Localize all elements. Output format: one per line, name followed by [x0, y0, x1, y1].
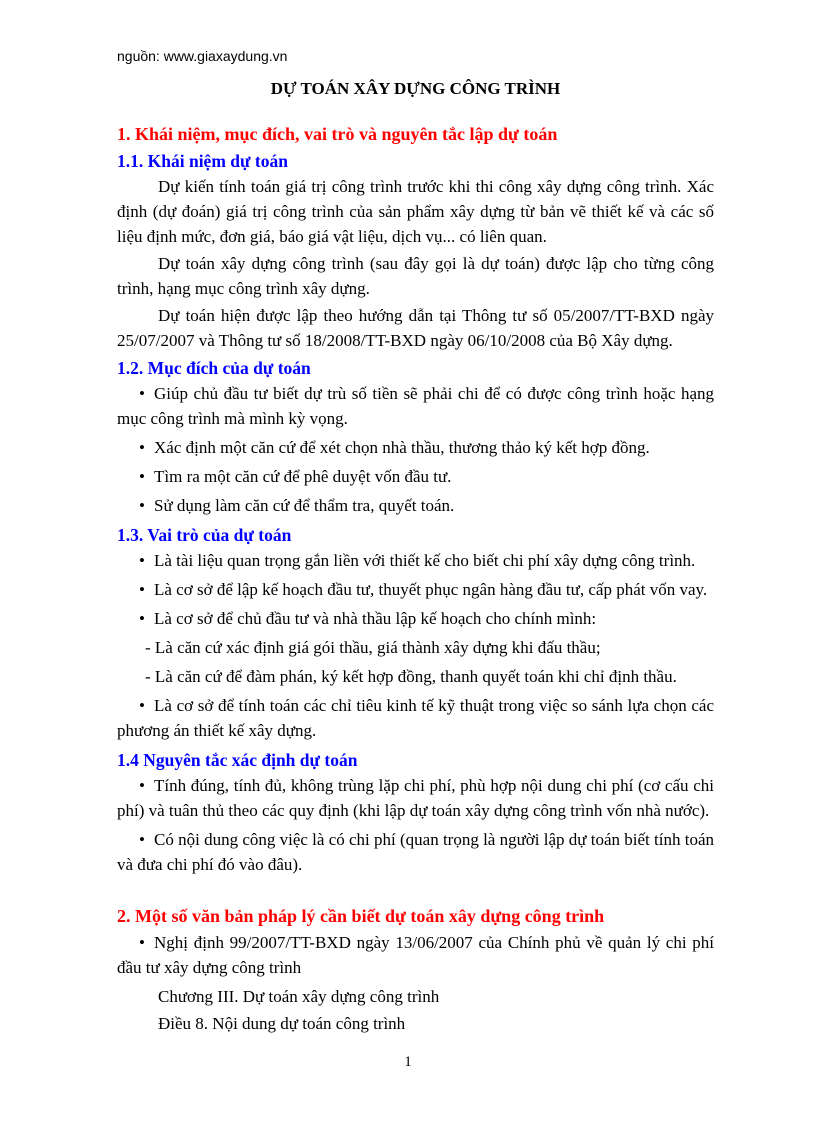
spacer [117, 881, 714, 903]
sub-list-item: - Là căn cứ xác định giá gói thầu, giá thành xây dựng khi đấu thầu; [145, 638, 601, 657]
bullet-icon: • [139, 830, 145, 849]
list-item: • Tính đúng, tính đủ, không trùng lặp chi phí, phù hợp nội dung chi phí (cơ cấu chi phí) và tuân thủ theo các quy định (khi lập dự toán xây dựng công trình vốn nhà nước). [117, 773, 714, 823]
section-1-3-heading: 1.3. Vai trò của dự toán [117, 525, 292, 545]
bullet-icon: • [139, 933, 145, 952]
paragraph: Dự kiến tính toán giá trị công trình trước khi thi công xây dựng công trình. Xác định (dự đoán) giá trị công trình của sản phẩm xây dựng từ bản vẽ thiết kế và các số liệu định mức, đơn giá, báo giá vật liệu, dịch vụ... có liên quan. [117, 177, 714, 246]
sub-list-item: - Là căn cứ để đàm phán, ký kết hợp đồng, thanh quyết toán khi chỉ định thầu. [145, 667, 677, 686]
section-1-heading: 1. Khái niệm, mục đích, vai trò và nguyên tắc lập dự toán [117, 124, 558, 144]
list-item: • Có nội dung công việc là có chi phí (quan trọng là người lập dự toán biết tính toán và đưa chi phí đó vào đâu). [117, 827, 714, 877]
source-line: nguồn: www.giaxaydung.vn [117, 48, 288, 64]
list-item: • Xác định một căn cứ để xét chọn nhà thầu, thương thảo ký kết hợp đồng. [117, 435, 714, 460]
list-item: • Nghị định 99/2007/TT-BXD ngày 13/06/2007 của Chính phủ về quản lý chi phí đầu tư xây dựng công trình [117, 930, 714, 980]
list-item: • Sử dụng làm căn cứ để thẩm tra, quyết toán. [117, 493, 714, 518]
bullet-icon: • [139, 609, 145, 628]
paragraph: Dự toán hiện được lập theo hướng dẫn tại Thông tư số 05/2007/TT-BXD ngày 25/07/2007 và Thông tư số 18/2008/TT-BXD ngày 06/10/2008 của Bộ Xây dựng. [117, 306, 714, 350]
list-item: • Là cơ sở để chủ đầu tư và nhà thầu lập kế hoạch cho chính mình: [117, 606, 714, 631]
bullet-icon: • [139, 384, 145, 403]
bullet-icon: • [139, 551, 145, 570]
bullet-icon: • [139, 580, 145, 599]
bullet-icon: • [139, 696, 145, 715]
list-item: • Giúp chủ đầu tư biết dự trù số tiền sẽ phải chi để có được công trình hoặc hạng mục công trình mà mình kỳ vọng. [117, 381, 714, 431]
bullet-icon: • [139, 776, 145, 795]
bullet-icon: • [139, 496, 145, 515]
list-item: • Là cơ sở để lập kế hoạch đầu tư, thuyết phục ngân hàng đầu tư, cấp phát vốn vay. [117, 577, 714, 602]
list-item: • Là cơ sở để tính toán các chỉ tiêu kinh tế kỹ thuật trong việc so sánh lựa chọn các phương án thiết kế xây dựng. [117, 693, 714, 743]
paragraph: Dự toán xây dựng công trình (sau đây gọi là dự toán) được lập cho từng công trình, hạng mục công trình xây dựng. [117, 254, 714, 298]
list-item: • Tìm ra một căn cứ để phê duyệt vốn đầu tư. [117, 464, 714, 489]
article-line: Điều 8. Nội dung dự toán công trình [158, 1014, 406, 1033]
document-body [117, 121, 714, 1038]
section-2-heading: 2. Một số văn bản pháp lý cần biết dự toán xây dựng công trình [117, 906, 605, 926]
page-number: 1 [404, 1054, 412, 1070]
chapter-line: Chương III. Dự toán xây dựng công trình [158, 987, 440, 1006]
section-1-4-heading: 1.4 Nguyên tắc xác định dự toán [117, 750, 358, 770]
section-1-2-heading: 1.2. Mục đích của dự toán [117, 358, 311, 378]
document-title: DỰ TOÁN XÂY DỰNG CÔNG TRÌNH [270, 79, 561, 98]
list-item: • Là tài liệu quan trọng gắn liền với thiết kế cho biết chi phí xây dựng công trình. [117, 548, 714, 573]
bullet-icon: • [139, 467, 145, 486]
section-1-1-heading: 1.1. Khái niệm dự toán [117, 151, 288, 171]
bullet-icon: • [139, 438, 145, 457]
